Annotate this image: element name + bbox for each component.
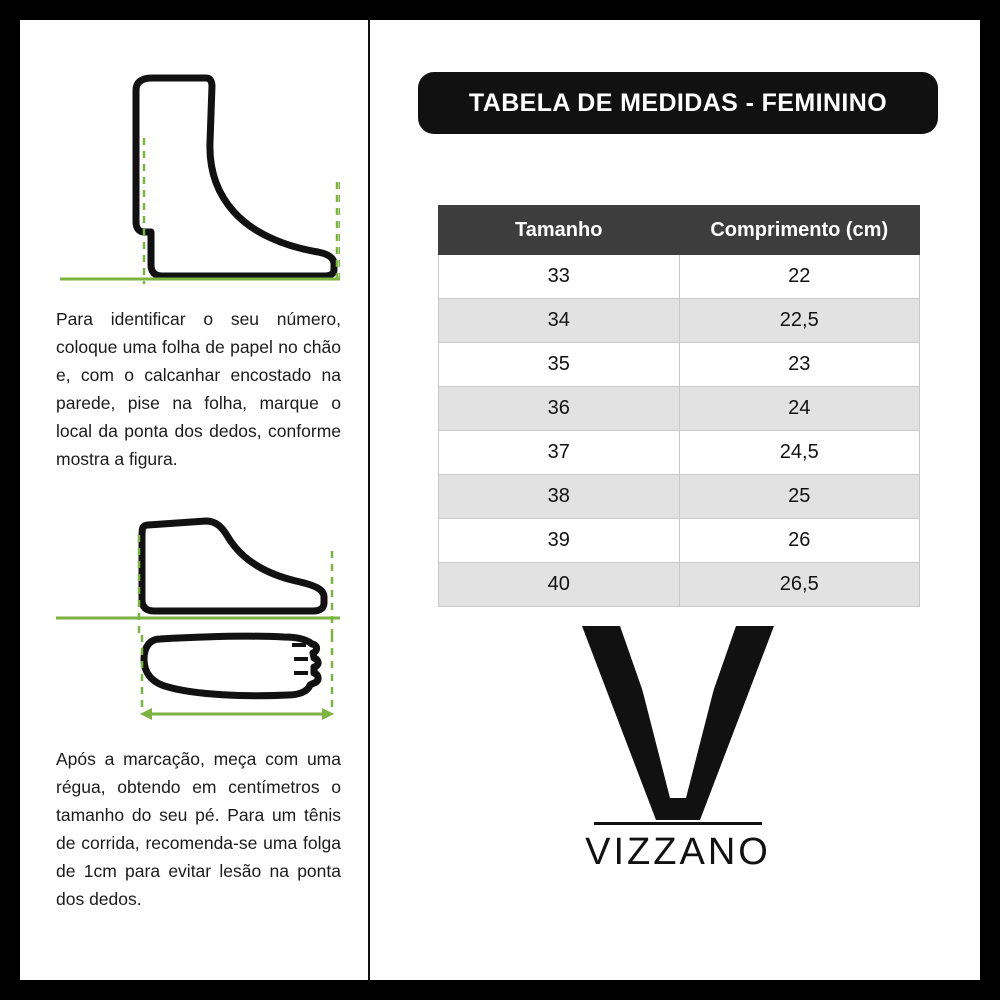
brand-logo [568,620,788,874]
size-table-wrapper [438,205,920,607]
cell-length: 24 [679,387,920,431]
table-row [439,343,920,387]
logo-v-icon [568,620,788,820]
cell-length: 22 [679,255,920,299]
side-view-foot-measure [56,72,340,292]
poster-inner [20,20,980,980]
instruction-step-2: Após a marcação, meça com uma régua, obtendo em centímetros o tamanho do seu pé. Para um tênis de corrida, recomenda-se uma folga de 1cm para evitar lesão na ponta dos dedos. [56,749,341,909]
cell-size: 40 [439,563,680,607]
cell-length: 22,5 [679,299,920,343]
page-title-text: TABELA DE MEDIDAS - FEMININO [468,88,888,117]
instruction-step-1: Para identificar o seu número, coloque uma folha de papel no chão e, com o calcanhar encostado na parede, pise na folha, marque o local da ponta dos dedos, conforme mostra a figura. [56,309,341,469]
cell-size: 34 [439,299,680,343]
table-row [439,563,920,607]
cell-size: 38 [439,475,680,519]
table-row [439,255,920,299]
brand-name: VIZZANO [585,831,771,873]
cell-size: 35 [439,343,680,387]
table-row [439,431,920,475]
foot-side-illustration [56,72,340,292]
table-header-row [439,206,920,255]
table-row [439,299,920,343]
cell-length: 25 [679,475,920,519]
foot-top-illustration [56,515,340,730]
cell-length: 26,5 [679,563,920,607]
cell-size: 36 [439,387,680,431]
table-column [372,20,980,980]
instructions-column [20,20,370,980]
page-title [418,72,938,134]
cell-length: 26 [679,519,920,563]
cell-size: 33 [439,255,680,299]
table-row [439,387,920,431]
column-header-size: Tamanho [439,206,680,255]
table-row [439,475,920,519]
cell-length: 23 [679,343,920,387]
size-table [438,205,920,607]
cell-size: 37 [439,431,680,475]
cell-length: 24,5 [679,431,920,475]
top-view-foot-measure [56,515,340,730]
cell-size: 39 [439,519,680,563]
table-row [439,519,920,563]
logo-divider [594,822,762,825]
column-header-length: Comprimento (cm) [679,206,920,255]
